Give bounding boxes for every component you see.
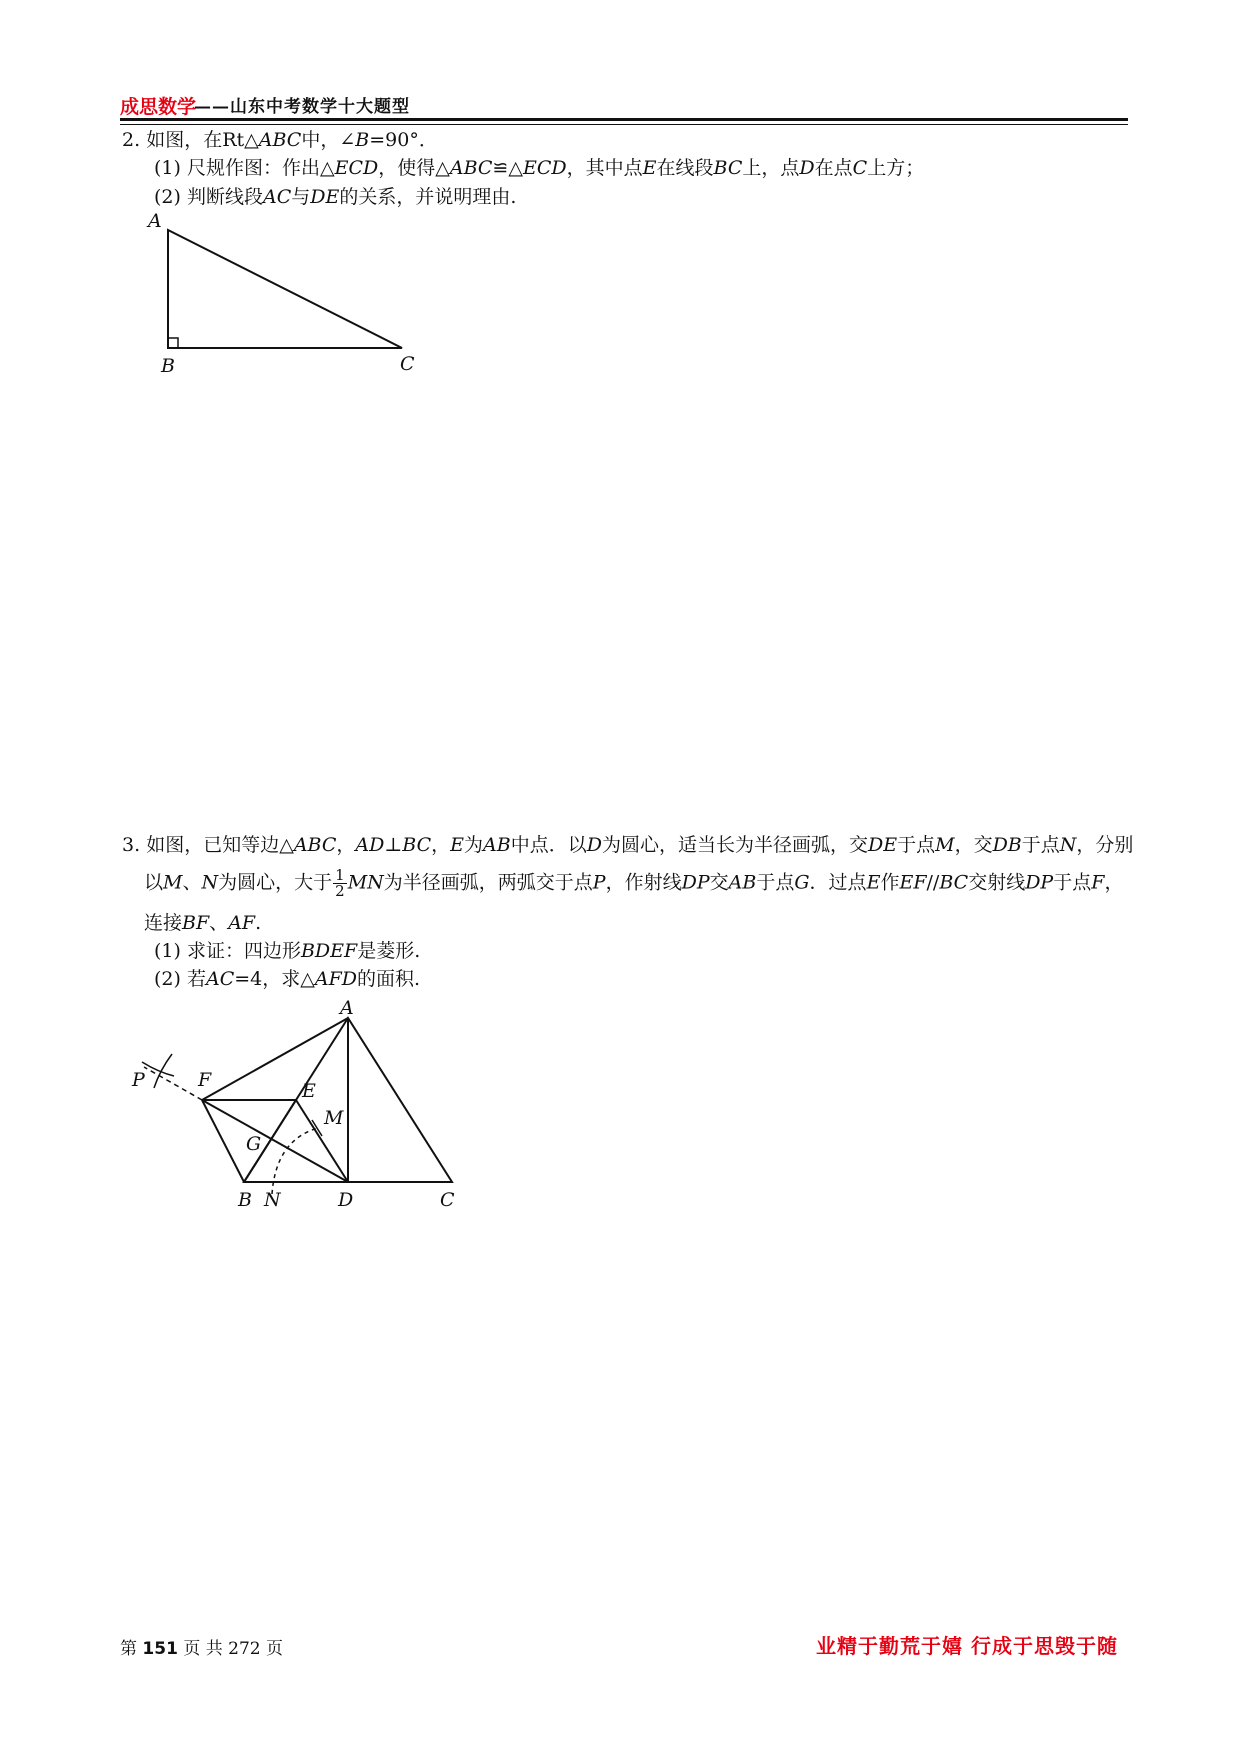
q3-part2: (2) 若AC=4，求△AFD的面积. [154,968,421,990]
q3-line1: 3. 如图，已知等边△ABC，AD⊥BC，E为AB中点．以D为圆心，适当长为半径画弧，交DE于点M，交DB于点N，分别 [122,834,1134,856]
right-angle-mark [168,338,178,348]
label-e: E [302,1080,316,1102]
label-d: D [338,1189,354,1211]
label-c: C [400,353,415,375]
header-subtitle: ——山东中考数学十大题型 [194,97,410,117]
q2-part1: (1) 尺规作图：作出△ECD，使得△ABC≌△ECD，其中点E在线段BC上，点D在点C上方； [154,157,925,179]
segment-af [202,1018,348,1100]
q2-figure [140,208,440,377]
q2-part2: (2) 判断线段AC与DE的关系，并说明理由. [154,186,517,208]
fraction-one-half: $\frac{1}{2}$ [335,866,345,900]
label-c: C [440,1189,455,1211]
page-number: 第 151 页 共 272 页 [120,1639,283,1659]
page-header [120,88,1120,128]
header-rule-thick [120,118,1128,121]
ray-dp-extension [144,1067,202,1100]
header-rule-thin [120,124,1128,125]
label-b: B [238,1189,252,1211]
label-n: N [264,1189,281,1211]
label-a: A [340,997,354,1019]
label-m: M [324,1107,344,1129]
q3-figure [132,990,470,1215]
triangle-abc [168,230,402,348]
q3-part1: (1) 求证：四边形BDEF是菱形. [154,940,421,962]
arc-p-1 [154,1054,172,1088]
label-p: P [132,1069,145,1091]
label-b: B [161,355,175,377]
q2-stem: 2. 如图，在Rt△ABC中，∠B=90°． [122,129,438,151]
brand-title: 成思数学 [120,96,197,118]
q3-line2: 以M、N为圆心，大于 $\frac{1}{2}$ MN为半径画弧，两弧交于点P，作射线DP交AB于点G．过点E作EF//BC交射线DP于点F， [144,866,1124,900]
label-g: G [246,1133,262,1155]
footer-motto: 业精于勤荒于嬉 行成于思毁于随 [816,1634,1118,1658]
label-f: F [198,1069,212,1091]
label-a: A [148,210,162,232]
q3-line3: 连接BF、AF. [144,912,262,934]
